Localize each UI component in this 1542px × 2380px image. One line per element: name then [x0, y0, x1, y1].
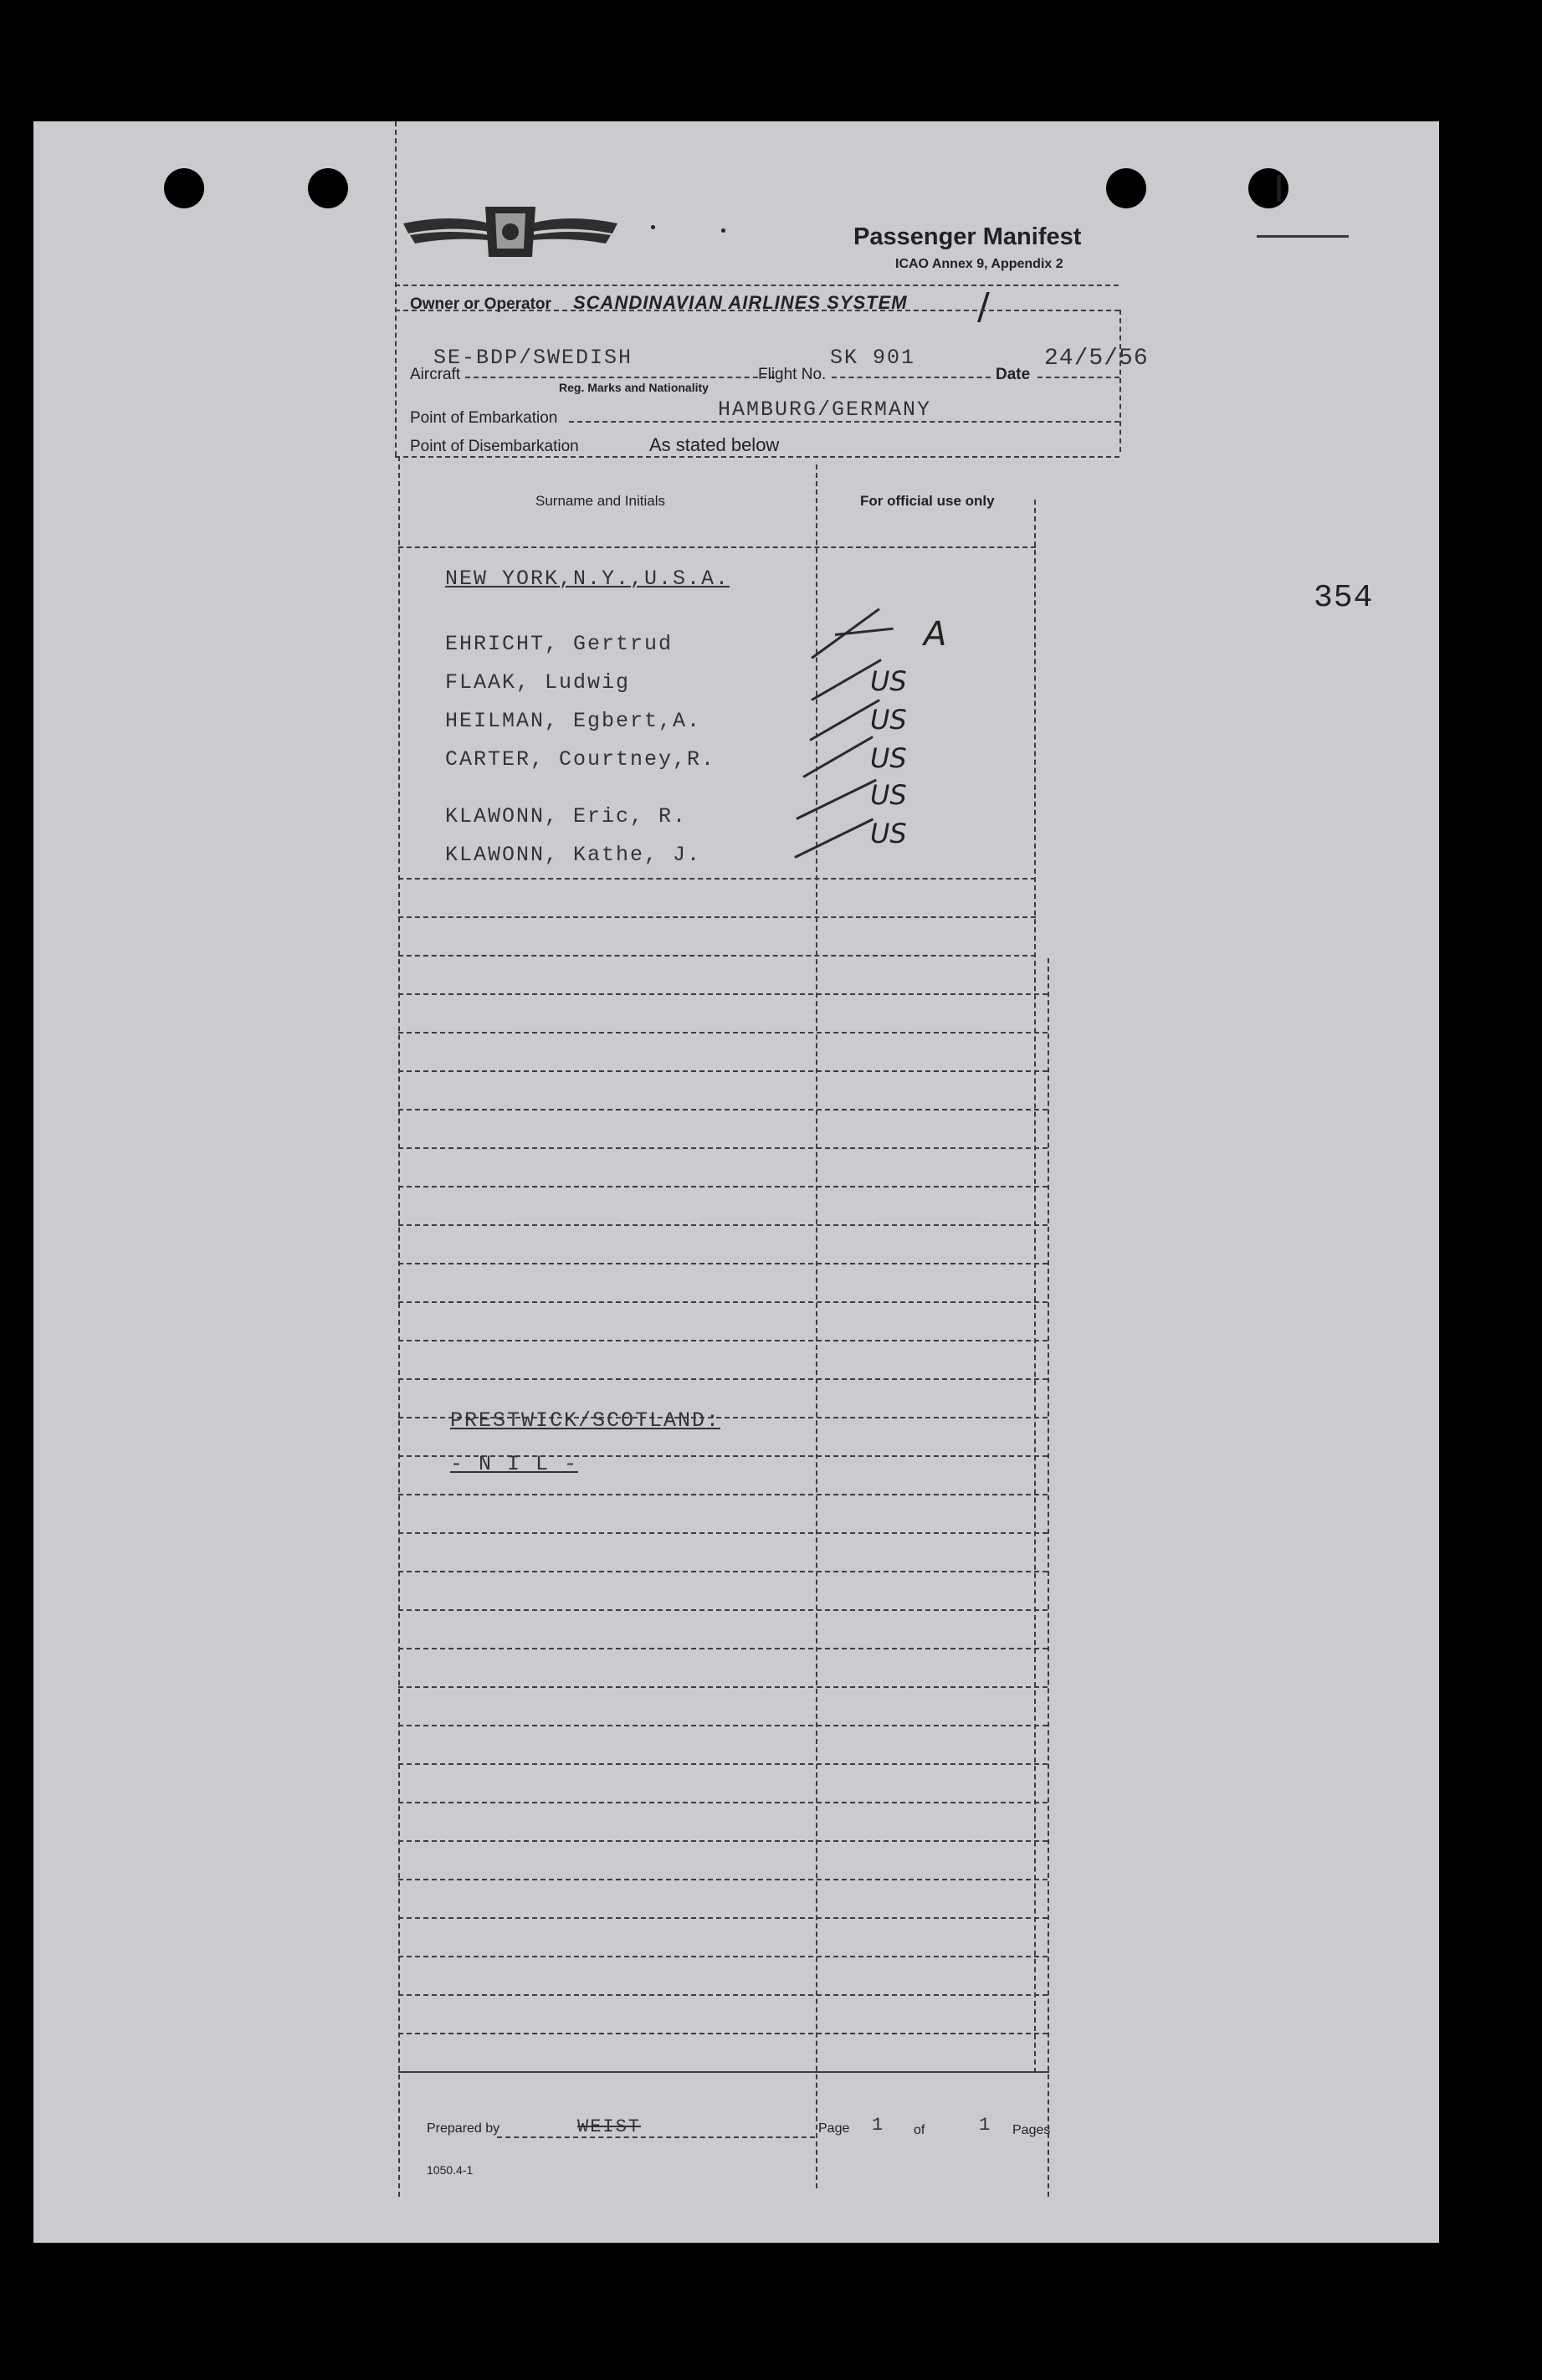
- table-row-rule: [398, 1609, 1048, 1611]
- disembarkation-value: As stated below: [649, 434, 780, 455]
- prepared-by-underline: [497, 2136, 815, 2138]
- official-mark: US: [870, 818, 907, 849]
- header-right-border: [1119, 310, 1121, 452]
- passenger-name: FLAAK, Ludwig: [445, 670, 631, 695]
- check-slash: [796, 779, 877, 820]
- date-value: 24/5/56: [1044, 346, 1149, 372]
- passenger-name: KLAWONN, Eric, R.: [445, 804, 688, 828]
- table-row-rule: [398, 1032, 1048, 1034]
- corner-mark: I: [1273, 168, 1284, 211]
- check-slash: [835, 628, 894, 636]
- passenger-name: HEILMAN, Egbert,A.: [445, 709, 702, 733]
- table-row-rule: [398, 1263, 1048, 1264]
- prepared-by-label: Prepared by: [427, 2121, 500, 2136]
- owner-underline: [395, 310, 1119, 311]
- table-row-rule: [398, 1648, 1048, 1649]
- date-label: Date: [996, 366, 1031, 383]
- table-row-rule: [398, 1378, 1048, 1380]
- table-row-rule: [398, 955, 1036, 957]
- airline-logo: [402, 198, 619, 265]
- table-row-rule: [398, 1956, 1048, 1957]
- check-slash: [802, 736, 873, 778]
- embarkation-value: HAMBURG/GERMANY: [718, 398, 932, 422]
- date-underline: [1037, 377, 1119, 378]
- corner-mark-underline: [1257, 235, 1349, 238]
- flight-underline: [832, 377, 991, 378]
- punch-hole: [164, 168, 204, 208]
- prestwick-nil: - N I L -: [450, 1452, 579, 1476]
- table-row-rule: [398, 1802, 1048, 1803]
- header-bottom-border: [395, 456, 1119, 458]
- table-row-rule: [398, 1532, 1048, 1534]
- aircraft-label: Aircraft: [410, 366, 461, 383]
- table-row-rule: [398, 1147, 1048, 1149]
- punch-hole: [1106, 168, 1146, 208]
- table-row-rule: [398, 993, 1048, 995]
- decorative-dot: [651, 225, 655, 229]
- pages-label: Pages: [1012, 2123, 1051, 2137]
- prepared-by-value: WEIST: [577, 2116, 642, 2137]
- table-row-rule: [398, 1879, 1048, 1880]
- table-column-divider: [816, 464, 817, 2188]
- table-row-rule: [398, 916, 1036, 918]
- table-row-rule: [398, 1840, 1048, 1842]
- page-number: 1: [872, 2115, 885, 2136]
- owner-check-mark: /: [977, 285, 990, 328]
- table-row-rule: [398, 1340, 1048, 1341]
- table-right-border: [1048, 958, 1049, 2197]
- form-code: 1050.4-1: [427, 2163, 474, 2177]
- table-row-rule: [398, 1070, 1048, 1072]
- of-label: of: [914, 2123, 925, 2137]
- table-row-rule: [398, 1301, 1048, 1303]
- table-row-rule: [398, 1686, 1048, 1688]
- flight-label: Flight No.: [758, 366, 827, 383]
- aircraft-value: SE-BDP/SWEDISH: [433, 346, 633, 370]
- passenger-name: CARTER, Courtney,R.: [445, 747, 716, 772]
- official-mark: A: [924, 615, 947, 654]
- header-bottom-border: [395, 285, 1119, 286]
- table-row-rule: [398, 1571, 1048, 1572]
- table-row-rule: [398, 1725, 1048, 1726]
- flight-value: SK 901: [830, 346, 916, 370]
- footer-top-rule: [398, 2071, 1049, 2073]
- document-subtitle: ICAO Annex 9, Appendix 2: [895, 257, 1063, 271]
- official-mark: US: [870, 742, 907, 774]
- destination-prestwick: PRESTWICK/SCOTLAND:: [450, 1408, 721, 1433]
- manifest-page: [33, 121, 1439, 2243]
- column-header-rule: [398, 546, 1036, 548]
- owner-value: SCANDINAVIAN AIRLINES SYSTEM: [573, 292, 908, 313]
- passenger-name: EHRICHT, Gertrud: [445, 632, 674, 656]
- embarkation-underline: [569, 421, 1119, 423]
- total-pages: 1: [979, 2115, 992, 2136]
- aircraft-underline: [465, 377, 775, 378]
- decorative-dot: [721, 228, 725, 233]
- table-left-border: [398, 456, 400, 2197]
- table-row-rule: [398, 1494, 1048, 1495]
- official-mark: US: [870, 779, 907, 811]
- header-left-border: [395, 121, 397, 456]
- column-header-surname: Surname and Initials: [535, 493, 665, 509]
- table-row-rule: [398, 1224, 1048, 1226]
- table-row-rule: [398, 878, 1036, 880]
- table-row-rule: [398, 2033, 1048, 2034]
- official-mark: US: [870, 704, 907, 736]
- margin-page-number: 354: [1314, 580, 1374, 616]
- owner-label: Owner or Operator: [410, 295, 551, 313]
- check-slash: [794, 818, 873, 859]
- official-mark: US: [870, 665, 907, 697]
- document-title: Passenger Manifest: [853, 223, 1082, 250]
- table-row-rule: [398, 1994, 1048, 1996]
- table-right-border: [1034, 500, 1036, 2073]
- embarkation-label: Point of Embarkation: [410, 409, 558, 427]
- table-row-rule: [398, 1763, 1048, 1765]
- punch-hole: [308, 168, 348, 208]
- passenger-name: KLAWONN, Kathe, J.: [445, 843, 702, 867]
- disembarkation-label: Point of Disembarkation: [410, 438, 579, 455]
- table-row-rule: [398, 1186, 1048, 1187]
- aircraft-sublabel: Reg. Marks and Nationality: [559, 381, 709, 394]
- column-header-official: For official use only: [860, 493, 995, 509]
- table-row-rule: [398, 1109, 1048, 1110]
- page-label: Page: [818, 2121, 850, 2136]
- destination-new-york: NEW YORK,N.Y.,U.S.A.: [445, 567, 730, 591]
- table-row-rule: [398, 1917, 1048, 1919]
